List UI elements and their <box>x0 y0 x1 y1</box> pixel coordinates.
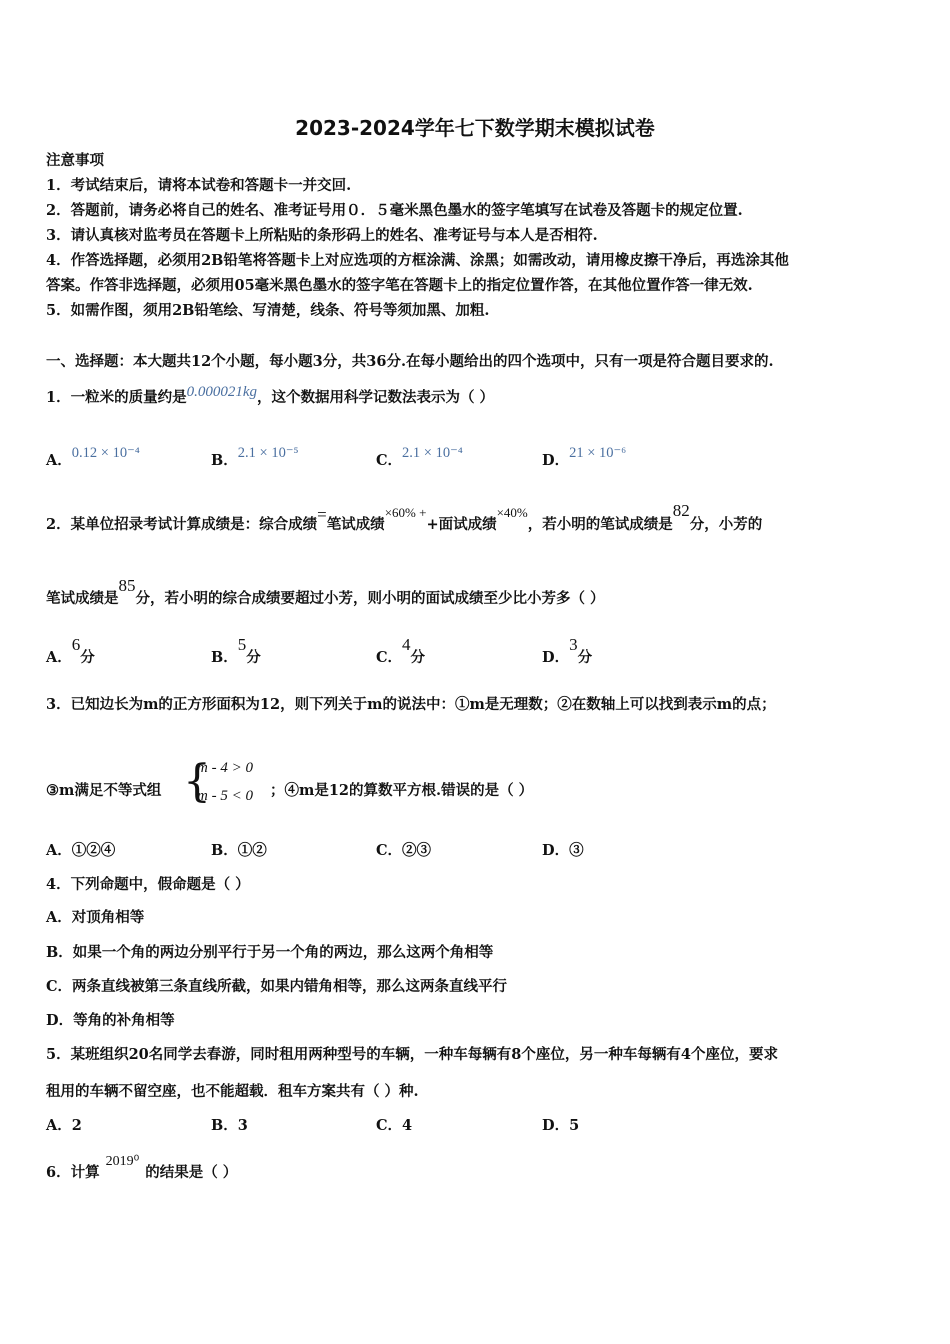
q4-option-c: C．两条直线被第三条直线所截，如果内错角相等，那么这两条直线平行 <box>46 978 508 995</box>
q3-line2-a: ③m满足不等式组 <box>46 782 162 799</box>
q3-line2-b: ；④m是12的算数平方根.错误的是（ ） <box>270 782 534 799</box>
q5-option-b: B．3 <box>211 1117 248 1134</box>
q4-option-d: D．等角的补角相等 <box>46 1012 175 1029</box>
notice-item-4-cont: 答案。作答非选择题，必须用05毫米黑色墨水的签字笔在答题卡上的指定位置作答，在其他位置作答一律无效. <box>46 277 753 294</box>
notice-item-3: 3．请认真核对监考员在答题卡上所粘贴的条形码上的姓名、准考证号与本人是否相符. <box>46 227 598 244</box>
q2-option-b: B．5分 <box>211 635 261 666</box>
q1-text-b: ，这个数据用科学记数法表示为（ ） <box>257 389 495 406</box>
q1-option-b: B．2.1 × 10⁻⁵ <box>211 445 299 469</box>
q5-option-c: C．4 <box>376 1117 413 1134</box>
notice-item-2: 2．答题前，请务必将自己的姓名、准考证号用０．５毫米黑色墨水的签字笔填写在试卷及答题卡的规定位置. <box>46 202 743 219</box>
q3-line1: 3．已知边长为m的正方形面积为12，则下列关于m的说法中：①m是无理数；②在数轴上可以找到表示m的点； <box>46 696 776 713</box>
notice-heading: 注意事项 <box>46 152 104 169</box>
q1-option-c: C．2.1 × 10⁻⁴ <box>376 445 463 469</box>
q3-option-d: D．③ <box>542 842 584 859</box>
q2-line1: 2．某单位招录考试计算成绩是：综合成绩=笔试成绩×60% ++面试成绩×40%，若小明的笔试成绩是82分，小芳的 <box>46 501 763 533</box>
q4-option-b: B．如果一个角的两边分别平行于另一个角的两边，那么这两个角相等 <box>46 944 494 961</box>
q2-option-d: D．3分 <box>542 635 593 666</box>
q1-option-a: A．0.12 × 10⁻⁴ <box>46 445 140 469</box>
q4-option-a: A．对顶角相等 <box>46 909 145 926</box>
notice-item-4: 4．作答选择题，必须用2B铅笔将答题卡上对应选项的方框涂满、涂黑；如需改动，请用橡皮擦干净后，再选涂其他 <box>46 252 789 269</box>
q5-option-d: D．5 <box>542 1117 580 1134</box>
q6-stem: 6．计算2019⁰的结果是（ ） <box>46 1154 238 1181</box>
q3-brace: { <box>183 756 211 807</box>
notice-item-5: 5．如需作图，须用2B铅笔绘、写清楚，线条、符号等须加黑、加粗. <box>46 302 490 319</box>
q3-ineq-1: m - 4 > 0 <box>197 760 253 776</box>
q6-expr: 2019⁰ <box>105 1154 140 1169</box>
q3-option-c: C．②③ <box>376 842 432 859</box>
q5-option-a: A．2 <box>46 1117 82 1134</box>
q2-option-c: C．4分 <box>376 635 426 666</box>
q2-option-a: A．6分 <box>46 635 95 666</box>
q2-line2: 笔试成绩是85分，若小明的综合成绩要超过小芳，则小明的面试成绩至少比小芳多（ ） <box>46 576 605 607</box>
q3-option-b: B．①② <box>211 842 267 859</box>
q1-text-a: 1．一粒米的质量约是 <box>46 389 187 406</box>
q3-ineq-2: m - 5 < 0 <box>197 788 253 804</box>
notice-item-1: 1．考试结束后，请将本试卷和答题卡一并交回. <box>46 177 352 194</box>
q1-stem <box>46 384 495 408</box>
q5-line2: 租用的车辆不留空座，也不能超载．租车方案共有（ ）种. <box>46 1083 419 1100</box>
q5-line1: 5．某班组织20名同学去春游，同时租用两种型号的车辆，一种车每辆有8个座位，另一种车每辆有4个座位，要求 <box>46 1046 778 1063</box>
q1-value: 0.000021kg <box>186 384 258 400</box>
q4-stem: 4．下列命题中，假命题是（ ） <box>46 876 250 893</box>
q3-option-a: A．①②④ <box>46 842 116 859</box>
section-heading: 一、选择题：本大题共12个小题，每小题3分，共36分.在每小题给出的四个选项中，只有一项是符合题目要求的. <box>46 353 774 370</box>
page-title: 2023-2024学年七下数学期末模拟试卷 <box>295 116 655 140</box>
q1-option-d: D．21 × 10⁻⁶ <box>542 445 627 469</box>
